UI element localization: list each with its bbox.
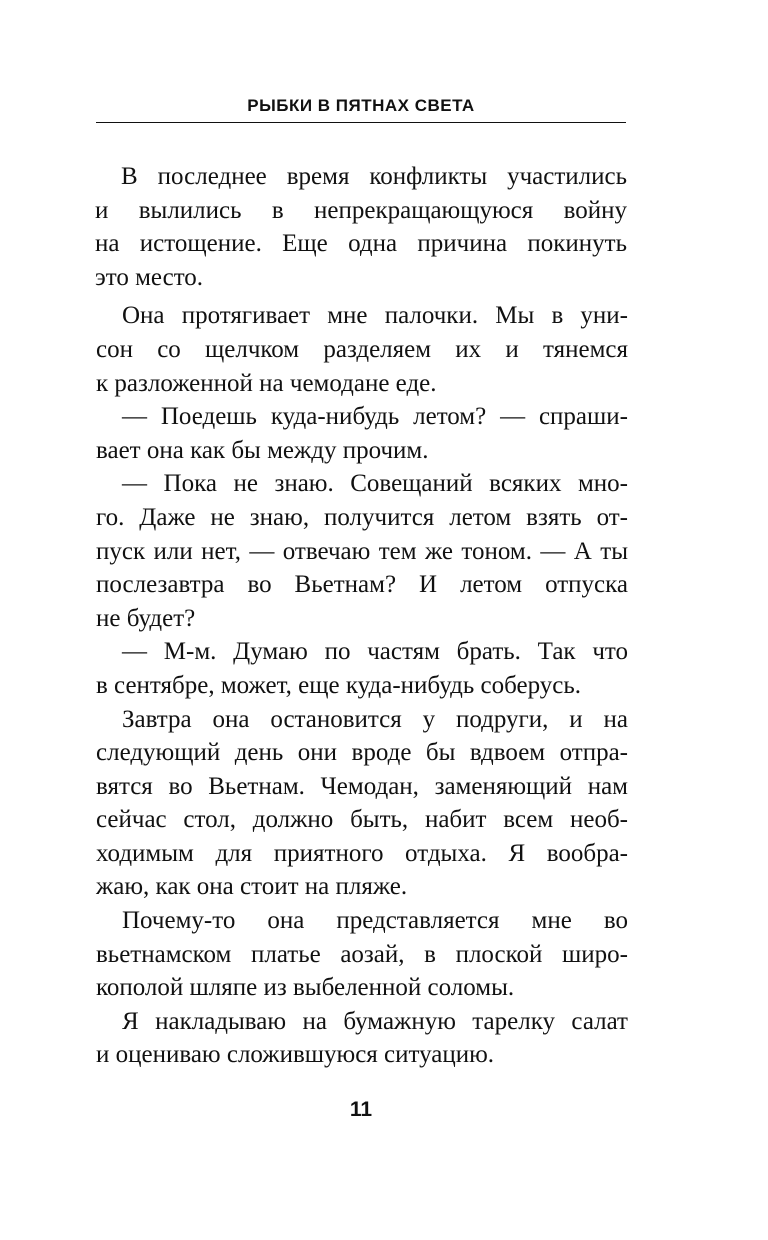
text-line: кополой шляпе из выбеленной соломы. [96,974,515,1002]
text-line: это место. [95,263,204,291]
text-line: сон со щелчком разделяем их и тянемся [96,335,628,363]
text-line: пуск или нет, — отвечаю тем же тоном. — А ты [96,537,628,565]
text-line: на истощение. Еще одна причина покинуть [95,230,627,258]
text-line: в сентябре, может, еще куда-нибудь соберусь. [96,671,581,699]
paragraph [96,400,628,467]
text-line: — М-м. Думаю по частям брать. Так что [122,638,628,666]
text-line: вьетнамском платье аозай, в плоской широ- [96,940,628,968]
page-number: 11 [349,1098,373,1121]
text-line: послезавтра во Вьетнам? И летом отпуска [96,571,628,599]
text-line: следующий день они вроде бы вдвоем отпра- [96,739,628,767]
text-line: ходимым для приятного отдыха. Я вообра- [96,839,628,867]
text-line: вятся во Вьетнам. Чемодан, заменяющий нам [96,772,628,800]
text-line: к разложенной на чемодане еде. [96,369,437,397]
text-line: В последнее время конфликты участились [121,163,627,190]
paragraph [95,160,628,294]
text-line: Завтра она остановится у подруги, и на [122,705,628,733]
paragraph [96,635,628,702]
body-text [95,160,628,1072]
paragraph [96,904,628,1005]
text-line: Я накладываю на бумажную тарелку салат [122,1007,628,1035]
paragraph [96,703,628,905]
paragraph [96,467,628,635]
text-line: Она протягивает мне палочки. Мы в уни- [122,302,628,330]
running-head: РЫБКИ В ПЯТНАХ СВЕТА [247,96,475,115]
paragraph [96,299,628,400]
text-line: вает она как бы между прочим. [96,436,429,464]
text-line: и вылились в непрекращающуюся войну [95,196,627,224]
paragraph [96,1005,628,1072]
text-line: не будет? [96,604,196,632]
text-line: — Пока не знаю. Совещаний всяких мно- [122,470,628,498]
text-line: — Поедешь куда-нибудь летом? — спраши- [122,403,628,431]
header-rule [96,122,626,123]
text-line: и оцениваю сложившуюся ситуацию. [96,1041,495,1069]
text-line: Почему-то она представляется мне во [122,907,628,935]
text-line: жаю, как она стоит на пляже. [96,873,408,901]
text-line: го. Даже не знаю, получится летом взять от- [96,503,628,531]
text-line: сейчас стол, должно быть, набит всем необ- [96,806,628,834]
